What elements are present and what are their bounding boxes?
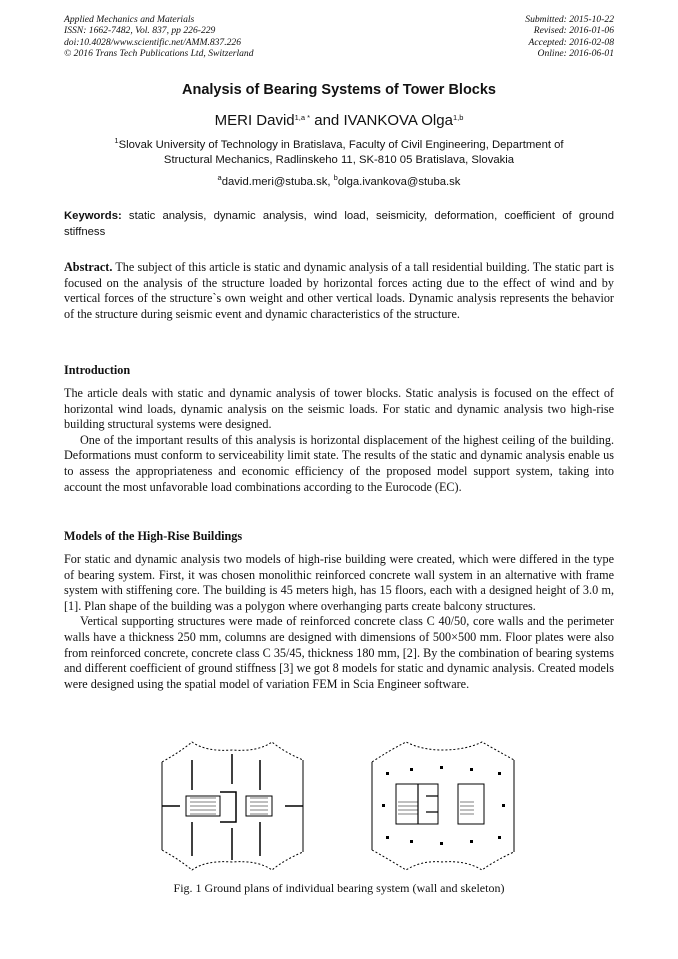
paper-title: Analysis of Bearing Systems of Tower Blocks	[182, 82, 496, 98]
models-body	[64, 552, 614, 692]
author-1-affil: 1,a *	[294, 113, 311, 122]
skeleton-plan-columns	[382, 766, 505, 845]
author-emails	[0, 173, 678, 188]
author-connector: and	[314, 112, 344, 129]
date-accepted: Accepted: 2016-02-08	[528, 36, 614, 48]
wall-plan-inner-walls	[162, 754, 303, 860]
date-submitted: Submitted: 2015-10-22	[525, 14, 614, 25]
keywords-label: Keywords:	[64, 210, 122, 222]
skeleton-plan-core-left	[396, 784, 438, 824]
keywords-text: static analysis, dynamic analysis, wind load, seismicity, deformation, coefficient of ground stiffness	[64, 210, 614, 238]
plan-skeleton-system	[372, 742, 514, 870]
journal-issn: ISSN: 1662-7482, Vol. 837, pp 226-229	[64, 25, 216, 37]
affiliation	[64, 138, 614, 168]
email-b[interactable]: olga.ivankova@stuba.sk	[337, 176, 461, 188]
email-a-marker: a	[217, 173, 222, 182]
affiliation-marker: 1	[114, 136, 119, 145]
journal-name: Applied Mechanics and Materials	[64, 14, 195, 25]
abstract-text: The subject of this article is static and dynamic analysis of a tall residential building. The static part is focused on the analysis of the structure loaded by horizontal forces acting due to the effect of wind and by vertical forces of the structure`s own weight and other vertical loads. Dynamic analysis represents the behavior of the structure during seismic event and dynamic characteristics of the structure.	[64, 260, 614, 321]
date-revised: Revised: 2016-01-06	[533, 25, 614, 37]
submission-dates	[525, 14, 614, 60]
section-heading-models: Models of the High-Rise Buildings	[64, 529, 243, 543]
date-online: Online: 2016-06-01	[537, 48, 614, 60]
author-list	[0, 112, 678, 129]
skeleton-plan-core-right	[458, 784, 484, 824]
email-a[interactable]: david.meri@stuba.sk,	[221, 176, 334, 188]
introduction-body	[64, 386, 614, 495]
skeleton-plan-balcony-top	[372, 742, 514, 762]
abstract	[64, 260, 614, 322]
skeleton-plan-outline	[372, 760, 514, 852]
introduction-paragraph-2: One of the important results of this analysis is horizontal displacement of the highest ceiling of the building. Deformations must conform to serviceability limit state. The results of the static and dynamic analysis enable us to assess the appropriateness and economic efficiency of the proposed model support system, taking into account the most unfavorable load combinations according to the Eurocode (EC).	[64, 432, 614, 494]
abstract-label: Abstract.	[64, 260, 113, 274]
plan-wall-system	[162, 742, 303, 870]
affiliation-line-1: Slovak University of Technology in Bratislava, Faculty of Civil Engineering, Department of	[118, 139, 564, 151]
affiliation-line-2: Structural Mechanics, Radlinskeho 11, SK-810 05 Bratislava, Slovakia	[163, 154, 515, 166]
author-1: MERI David	[214, 112, 295, 129]
figure-caption: Fig. 1 Ground plans of individual bearing system (wall and skeleton)	[173, 881, 505, 895]
introduction-paragraph-1: The article deals with static and dynamic analysis of tower blocks. Static analysis is focused on the effect of horizontal wind loads, dynamic analysis on the seismic loads. For static and dynamic analysis two high-rise building structural systems were designed.	[64, 386, 614, 432]
section-heading-introduction: Introduction	[64, 363, 131, 377]
email-b-marker: b	[333, 173, 338, 182]
models-paragraph-1: For static and dynamic analysis two models of high-rise building were created, which were differed in the type of bearing system. First, it was chosen monolithic reinforced concrete wall system in an alternative with frame system with stiffening core. The building is 45 meters high, has 15 floors, each with a designed height of 3.0 m, [1]. Plan shape of the building was a polygon where overhanging parts create balcony structures.	[64, 552, 614, 613]
author-2: IVANKOVA Olga	[343, 112, 453, 129]
keywords	[64, 209, 614, 240]
journal-copyright: © 2016 Trans Tech Publications Ltd, Switzerland	[64, 48, 254, 60]
journal-info	[64, 14, 254, 60]
models-paragraph-2: Vertical supporting structures were made of reinforced concrete class C 40/50, core walls and the perimeter walls have a thickness 250 mm, columns are designed with dimensions of 500×500 mm. Floor plates were also from reinforced concrete, concrete class C 35/45, thickness 180 mm, [2]. By the combination of bearing systems and different coefficient of ground stiffness [3] we got 8 models for static and dynamic analysis. Created models were designed using the spatial model of variation FEM in Scia Engineer software.	[64, 614, 614, 691]
skeleton-plan-balcony-bottom	[372, 850, 514, 870]
journal-doi: doi:10.4028/www.scientific.net/AMM.837.226	[64, 36, 242, 48]
author-2-affil: 1,b	[452, 113, 464, 122]
figure-ground-plans	[150, 732, 530, 880]
